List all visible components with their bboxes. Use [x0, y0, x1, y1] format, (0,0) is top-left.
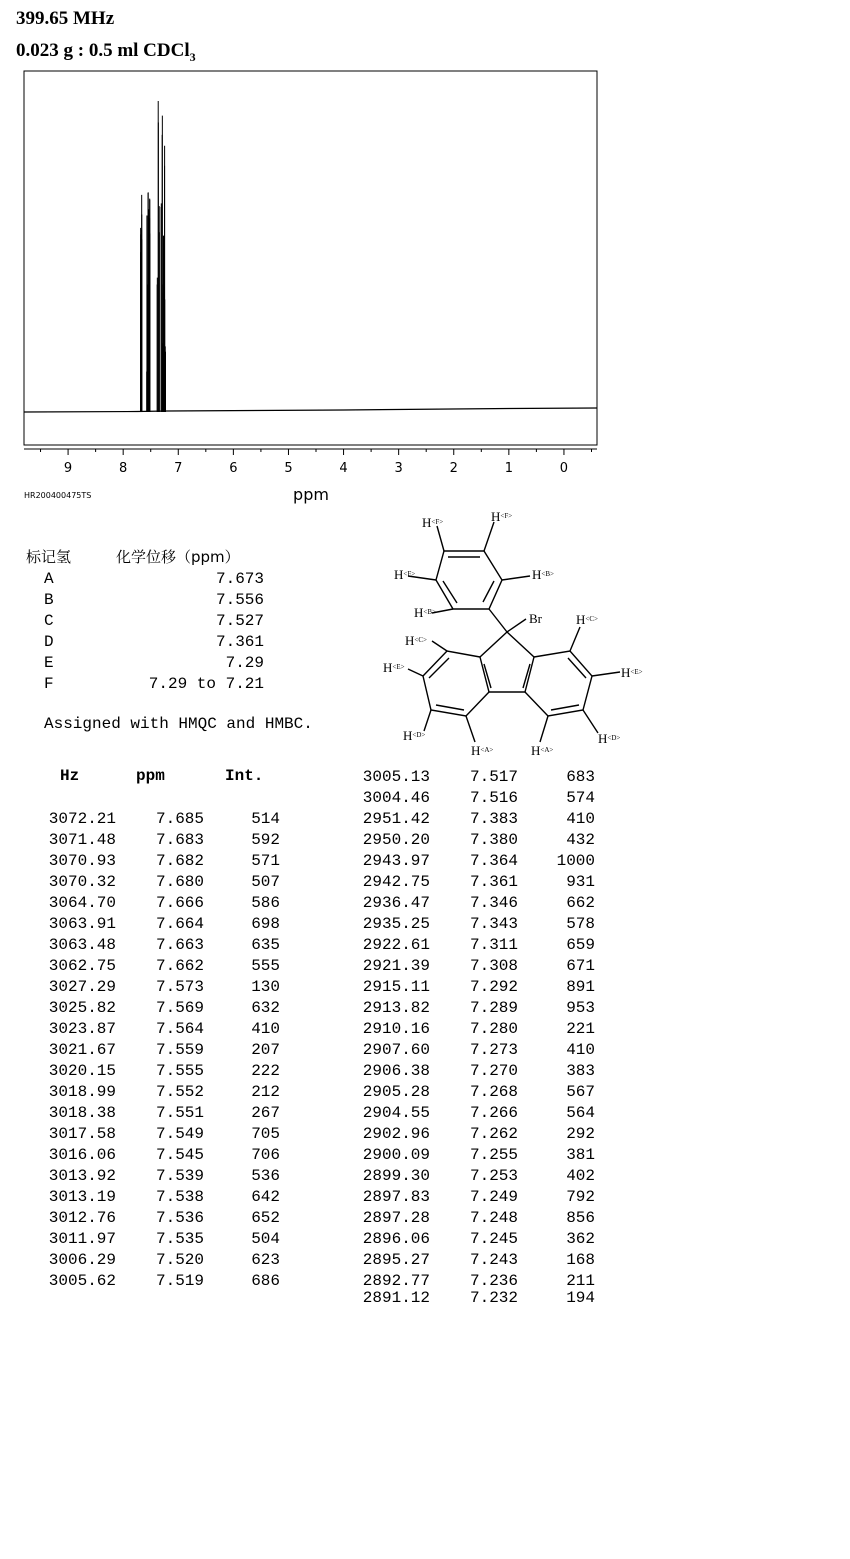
peak-ppm: 7.361: [469, 873, 518, 891]
peak-ppm: 7.535: [155, 1230, 204, 1248]
peak-ppm: 7.516: [469, 789, 518, 807]
peak-int: 706: [251, 1146, 280, 1164]
peak-hz: 2951.42: [362, 810, 430, 828]
x-tick-label: 7: [174, 461, 183, 476]
peak-ppm: 7.364: [469, 852, 518, 870]
peak-hz: 3021.67: [48, 1041, 116, 1059]
peak-row: [0, 1061, 850, 1082]
peak-ppm: 7.383: [469, 810, 518, 828]
peak-int: 168: [566, 1251, 595, 1269]
x-tick-label: 8: [119, 461, 128, 476]
hydrogen-label: H<C>: [576, 612, 598, 627]
peak-ppm: 7.270: [469, 1062, 518, 1080]
peak-hz: 3071.48: [48, 831, 116, 849]
five-ring: [480, 632, 534, 692]
peak-ppm: 7.573: [155, 978, 204, 996]
peak-ppm: 7.311: [469, 936, 518, 954]
x-axis-label: ppm: [293, 485, 329, 504]
bromine-label: Br: [529, 611, 542, 626]
assignment-label: F: [44, 675, 54, 693]
peak-ppm: 7.539: [155, 1167, 204, 1185]
peak-row: [0, 809, 850, 830]
peak-row: [0, 998, 850, 1019]
peak-hz: 2899.30: [362, 1167, 430, 1185]
peak-int: 659: [566, 936, 595, 954]
peak-hz: 3013.19: [48, 1188, 116, 1206]
peak-int: 683: [566, 768, 595, 786]
peak-ppm: 7.683: [155, 831, 204, 849]
peak-int: 953: [566, 999, 595, 1017]
peak-ppm: 7.248: [469, 1209, 518, 1227]
x-tick-label: 9: [63, 461, 73, 476]
phenyl-inner-bonds: [443, 557, 494, 603]
peak-int: 662: [566, 894, 595, 912]
peak-hz: 2910.16: [362, 1020, 430, 1038]
peak-int: 207: [251, 1041, 280, 1059]
peak-list: [0, 767, 850, 1327]
peak-ppm: 7.245: [469, 1230, 518, 1248]
peak-hz: 3006.29: [48, 1251, 116, 1269]
peak-ppm: 7.262: [469, 1125, 518, 1143]
peak-int: 514: [251, 810, 280, 828]
peak-int: 507: [251, 873, 280, 891]
peak-ppm: 7.551: [155, 1104, 204, 1122]
peak-hz: 3004.46: [362, 789, 430, 807]
peak-hz: 2921.39: [362, 957, 430, 975]
peak-hz: 3018.99: [48, 1083, 116, 1101]
assignment-shift: 7.29: [225, 654, 264, 672]
x-tick-label: 4: [339, 461, 348, 476]
peak-hz: 3062.75: [48, 957, 116, 975]
hydrogen-label: H<D>: [403, 728, 426, 743]
peak-ppm: 7.666: [155, 894, 204, 912]
peak-ppm: 7.536: [155, 1209, 204, 1227]
peak-hz: 3020.15: [48, 1062, 116, 1080]
x-tick-label: 5: [284, 461, 293, 476]
hydrogen-label: H<F>: [422, 515, 444, 530]
peak-int: 586: [251, 894, 280, 912]
peak-int: 410: [566, 810, 595, 828]
assignment-label: B: [44, 591, 54, 609]
peak-row: [0, 872, 850, 893]
peak-int: 698: [251, 915, 280, 933]
peak-row: [0, 977, 850, 998]
peak-int: 130: [251, 978, 280, 996]
peak-row: [0, 1103, 850, 1124]
peak-ppm: 7.685: [155, 810, 204, 828]
peak-hz: 2891.12: [362, 1289, 430, 1307]
peak-hz: 3005.62: [48, 1272, 116, 1290]
peak-hz: 2950.20: [362, 831, 430, 849]
peak-row: [0, 956, 850, 977]
hydrogen-label: H<F>: [491, 509, 513, 524]
peak-hz: 2906.38: [362, 1062, 430, 1080]
assignment-shift: 7.361: [215, 633, 264, 651]
assignment-shift: 7.29 to 7.21: [148, 675, 264, 693]
peak-int: 592: [251, 831, 280, 849]
peak-hz: 2922.61: [362, 936, 430, 954]
peak-hz: 3016.06: [48, 1146, 116, 1164]
peak-row: [0, 1040, 850, 1061]
peak-int: 402: [566, 1167, 595, 1185]
peak-int: 432: [566, 831, 595, 849]
peak-int: 856: [566, 1209, 595, 1227]
peak-int: 383: [566, 1062, 595, 1080]
peak-hz: 2942.75: [362, 873, 430, 891]
x-tick-label: 0: [559, 461, 569, 476]
left-benzo-ring: [423, 651, 489, 716]
hydrogen-label: H<B>: [414, 605, 436, 620]
molecule-structure: [0, 0, 850, 760]
peak-row: [0, 893, 850, 914]
peak-ppm: 7.680: [155, 873, 204, 891]
peak-int: 1000: [556, 852, 595, 870]
peak-int: 891: [566, 978, 595, 996]
peak-ppm: 7.346: [469, 894, 518, 912]
peak-int: 623: [251, 1251, 280, 1269]
peak-row: [0, 914, 850, 935]
peak-ppm: 7.308: [469, 957, 518, 975]
hydrogen-label: H<E>: [383, 660, 405, 675]
peak-ppm: 7.549: [155, 1125, 204, 1143]
peak-row: [0, 935, 850, 956]
phenyl-ring: [436, 551, 502, 609]
hydrogen-label: H<A>: [471, 743, 494, 758]
assignment-note: Assigned with HMQC and HMBC.: [44, 715, 313, 733]
peak-ppm: 7.662: [155, 957, 204, 975]
hydrogen-label: H<C>: [405, 633, 427, 648]
peak-int: 536: [251, 1167, 280, 1185]
peak-int: 564: [566, 1104, 595, 1122]
peak-hz: 3070.32: [48, 873, 116, 891]
peak-int: 642: [251, 1188, 280, 1206]
hydrogen-label: H<B>: [532, 567, 554, 582]
peak-ppm: 7.236: [469, 1272, 518, 1290]
peak-ppm: 7.266: [469, 1104, 518, 1122]
peak-int: 362: [566, 1230, 595, 1248]
sample-prefix: 0.023 g : 0.5 ml CDCl: [16, 40, 190, 61]
peak-hz: 2943.97: [362, 852, 430, 870]
peak-hz: 2904.55: [362, 1104, 430, 1122]
peak-ppm: 7.280: [469, 1020, 518, 1038]
peak-ppm: 7.569: [155, 999, 204, 1017]
spectrum-id: HR200400475TS: [24, 491, 92, 500]
peak-col-int-header: Int.: [225, 767, 264, 785]
peak-hz: 2907.60: [362, 1041, 430, 1059]
peak-ppm: 7.564: [155, 1020, 204, 1038]
peak-ppm: 7.243: [469, 1251, 518, 1269]
peak-hz: 3064.70: [48, 894, 116, 912]
peak-row: [0, 851, 850, 872]
peak-ppm: 7.255: [469, 1146, 518, 1164]
peak-ppm: 7.289: [469, 999, 518, 1017]
peak-row: [0, 1145, 850, 1166]
peak-hz: 2905.28: [362, 1083, 430, 1101]
peak-int: 792: [566, 1188, 595, 1206]
peak-ppm: 7.520: [155, 1251, 204, 1269]
assignment-shift: 7.527: [215, 612, 264, 630]
peak-row: [0, 1082, 850, 1103]
peak-hz: 3013.92: [48, 1167, 116, 1185]
peak-ppm: 7.268: [469, 1083, 518, 1101]
peak-int: 381: [566, 1146, 595, 1164]
peak-int: 686: [251, 1272, 280, 1290]
peak-int: 574: [566, 789, 595, 807]
peak-hz: 3025.82: [48, 999, 116, 1017]
peak-row: [0, 1124, 850, 1145]
peak-row: [0, 1229, 850, 1250]
peak-int: 555: [251, 957, 280, 975]
peak-hz: 3063.48: [48, 936, 116, 954]
hydrogen-label: H<A>: [531, 743, 554, 758]
peak-ppm: 7.232: [469, 1289, 518, 1307]
peak-hz: 2936.47: [362, 894, 430, 912]
peak-hz: 2902.96: [362, 1125, 430, 1143]
peak-hz: 3027.29: [48, 978, 116, 996]
hydrogen-labels: [383, 509, 643, 758]
peak-int: 221: [566, 1020, 595, 1038]
assignment-col-label-header: 标记氢: [26, 548, 72, 566]
peak-row: [0, 830, 850, 851]
assignment-shift: 7.673: [215, 570, 264, 588]
peak-hz: 3011.97: [48, 1230, 116, 1248]
peak-hz: 2896.06: [362, 1230, 430, 1248]
peak-int: 931: [566, 873, 595, 891]
hydrogen-label: H<F>: [394, 567, 416, 582]
peak-int: 410: [566, 1041, 595, 1059]
peak-hz: 2900.09: [362, 1146, 430, 1164]
peak-ppm: 7.253: [469, 1167, 518, 1185]
peak-ppm: 7.552: [155, 1083, 204, 1101]
peak-int: 578: [566, 915, 595, 933]
peak-hz: 2913.82: [362, 999, 430, 1017]
peak-int: 211: [566, 1272, 595, 1290]
assignment-shift: 7.556: [215, 591, 264, 609]
peak-int: 292: [566, 1125, 595, 1143]
sample-subscript: 3: [189, 49, 196, 64]
peak-ppm: 7.249: [469, 1188, 518, 1206]
peak-int: 671: [566, 957, 595, 975]
structure-bonds: [408, 522, 620, 742]
peak-hz: 3023.87: [48, 1020, 116, 1038]
peak-row: [0, 1250, 850, 1271]
peak-ppm: 7.555: [155, 1062, 204, 1080]
peak-ppm: 7.343: [469, 915, 518, 933]
assignment-label: E: [44, 654, 54, 672]
peak-row: [0, 1288, 850, 1309]
assignment-col-shift-header: 化学位移（ppm）: [116, 548, 240, 566]
peak-col-ppm-header: ppm: [136, 767, 165, 785]
peak-row: [0, 1019, 850, 1040]
peak-ppm: 7.292: [469, 978, 518, 996]
x-tick-label: 6: [229, 461, 238, 476]
peak-row: [0, 1166, 850, 1187]
peak-ppm: 7.538: [155, 1188, 204, 1206]
peak-int: 632: [251, 999, 280, 1017]
peak-ppm: 7.517: [469, 768, 518, 786]
peak-hz: 2895.27: [362, 1251, 430, 1269]
peak-int: 504: [251, 1230, 280, 1248]
peak-int: 571: [251, 852, 280, 870]
peak-int: 222: [251, 1062, 280, 1080]
peak-col-hz-header: Hz: [60, 767, 80, 785]
peak-hz: 3072.21: [48, 810, 116, 828]
assignment-label: C: [44, 612, 54, 630]
x-tick-label: 1: [504, 461, 513, 476]
x-tick-label: 2: [449, 461, 458, 476]
x-tick-label: 3: [394, 461, 403, 476]
assignment-label: A: [44, 570, 54, 588]
peak-hz: 2935.25: [362, 915, 430, 933]
peak-row: [0, 788, 850, 809]
peak-ppm: 7.664: [155, 915, 204, 933]
peak-ppm: 7.519: [155, 1272, 204, 1290]
peak-ppm: 7.273: [469, 1041, 518, 1059]
peak-hz: 3005.13: [362, 768, 430, 786]
peak-int: 410: [251, 1020, 280, 1038]
peak-hz: 3012.76: [48, 1209, 116, 1227]
phenyl-c9-bond: [489, 609, 507, 632]
peak-hz: 3063.91: [48, 915, 116, 933]
hydrogen-label: H<D>: [598, 731, 621, 746]
fluorene-h-bonds: [408, 627, 620, 742]
assignment-label: D: [44, 633, 54, 651]
peak-hz: 2897.83: [362, 1188, 430, 1206]
peak-hz: 2915.11: [362, 978, 430, 996]
peak-int: 567: [566, 1083, 595, 1101]
hydrogen-label: H<E>: [621, 665, 643, 680]
peak-ppm: 7.380: [469, 831, 518, 849]
peak-ppm: 7.682: [155, 852, 204, 870]
peak-int: 212: [251, 1083, 280, 1101]
spectrometer-frequency: 399.65 MHz: [16, 8, 115, 29]
peak-hz: 3017.58: [48, 1125, 116, 1143]
peak-hz: 2892.77: [362, 1272, 430, 1290]
peak-int: 194: [566, 1289, 595, 1307]
peak-ppm: 7.559: [155, 1041, 204, 1059]
peak-int: 652: [251, 1209, 280, 1227]
peak-hz: 3018.38: [48, 1104, 116, 1122]
peak-row: [0, 767, 850, 788]
peak-row: [0, 1187, 850, 1208]
peak-row: [0, 1208, 850, 1229]
peak-hz: 3070.93: [48, 852, 116, 870]
peak-int: 705: [251, 1125, 280, 1143]
peak-ppm: 7.663: [155, 936, 204, 954]
c-br-bond: [507, 619, 526, 632]
right-benzo-ring: [525, 651, 592, 716]
peak-int: 267: [251, 1104, 280, 1122]
phenyl-h-bonds: [408, 522, 530, 613]
peak-ppm: 7.545: [155, 1146, 204, 1164]
peak-int: 635: [251, 936, 280, 954]
peak-hz: 2897.28: [362, 1209, 430, 1227]
